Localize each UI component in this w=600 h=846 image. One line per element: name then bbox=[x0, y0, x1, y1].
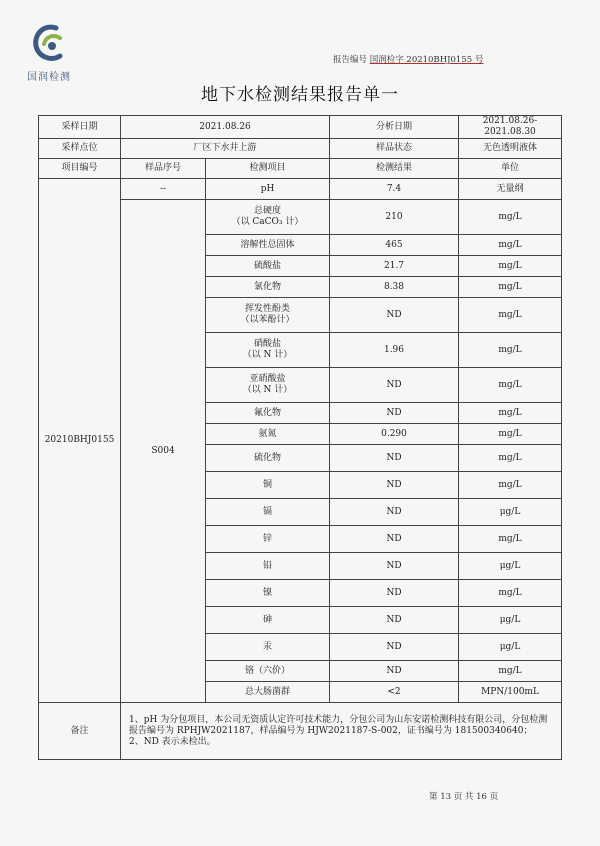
unit-cell: mg/L bbox=[459, 368, 562, 403]
item-cell bbox=[206, 403, 330, 424]
company-logo bbox=[22, 22, 76, 82]
column-header: 检测结果 bbox=[330, 159, 459, 179]
unit-cell: mg/L bbox=[459, 661, 562, 682]
unit-cell: mg/L bbox=[459, 445, 562, 472]
result-cell: 0.290 bbox=[330, 424, 459, 445]
item-cell bbox=[206, 526, 330, 553]
item-name: 铜 bbox=[262, 479, 272, 490]
unit-cell: mg/L bbox=[459, 298, 562, 333]
item-name: 锌 bbox=[262, 533, 272, 544]
item-name: 溶解性总固体 bbox=[240, 239, 295, 250]
item-name: 砷 bbox=[262, 614, 272, 625]
item-cell bbox=[206, 368, 330, 403]
results-table bbox=[38, 115, 562, 760]
result-cell: ND bbox=[330, 298, 459, 333]
unit-cell: mg/L bbox=[459, 256, 562, 277]
result-cell: ND bbox=[330, 499, 459, 526]
item-name: pH bbox=[260, 183, 275, 194]
info-row-1 bbox=[39, 116, 562, 139]
item-basis: （以 N 计） bbox=[242, 350, 293, 360]
note-line: 1、pH 为分包项目，本公司无资质认定许可技术能力，分包公司为山东安诺检测科技有限公司，分包检测报告编号为 RPHJW2021187，样品编号为 HJW2021187-S-002，证书编号为 181500340640； bbox=[129, 714, 548, 736]
result-cell: ND bbox=[330, 403, 459, 424]
table-row bbox=[39, 179, 562, 200]
item-basis: （以苯酚计） bbox=[240, 315, 295, 325]
result-cell: ND bbox=[330, 368, 459, 403]
sample-state-label: 样品状态 bbox=[330, 139, 459, 159]
result-cell: 8.38 bbox=[330, 277, 459, 298]
result-cell: 210 bbox=[330, 200, 459, 235]
sampling-point-value: 厂区下水井上游 bbox=[121, 139, 330, 159]
project-id-cell: 20210BHJ0155 bbox=[39, 179, 121, 703]
result-cell: 1.96 bbox=[330, 333, 459, 368]
item-basis: （以 N 计） bbox=[242, 385, 293, 395]
item-cell bbox=[206, 200, 330, 235]
sampling-date-value: 2021.08.26 bbox=[121, 116, 330, 139]
column-header: 检测项目 bbox=[206, 159, 330, 179]
result-cell: ND bbox=[330, 445, 459, 472]
item-cell bbox=[206, 235, 330, 256]
item-basis: （以 CaCO₃ 计） bbox=[231, 217, 304, 227]
item-name: 总硬度 bbox=[253, 206, 281, 216]
sample-no-cell: S004 bbox=[121, 200, 206, 703]
unit-cell: mg/L bbox=[459, 526, 562, 553]
item-name: 亚硝酸盐 bbox=[249, 374, 286, 384]
item-cell bbox=[206, 682, 330, 703]
notes-content bbox=[121, 703, 562, 760]
item-name: 氯化物 bbox=[253, 281, 281, 292]
item-name: 总大肠菌群 bbox=[244, 686, 290, 697]
result-cell: ND bbox=[330, 634, 459, 661]
item-name: 镍 bbox=[262, 587, 272, 598]
unit-cell: μg/L bbox=[459, 499, 562, 526]
item-cell bbox=[206, 333, 330, 368]
item-name: 氟化物 bbox=[253, 407, 281, 418]
logo-text: 国润检测 bbox=[27, 72, 71, 83]
analysis-date-label: 分析日期 bbox=[330, 116, 459, 139]
result-cell: ND bbox=[330, 661, 459, 682]
result-cell: 7.4 bbox=[330, 179, 459, 200]
item-cell bbox=[206, 179, 330, 200]
item-cell bbox=[206, 298, 330, 333]
notes-label: 备注 bbox=[39, 703, 121, 760]
item-name: 镉 bbox=[262, 506, 272, 517]
item-cell bbox=[206, 580, 330, 607]
item-cell bbox=[206, 256, 330, 277]
result-cell: 21.7 bbox=[330, 256, 459, 277]
unit-cell: MPN/100mL bbox=[459, 682, 562, 703]
unit-cell: μg/L bbox=[459, 553, 562, 580]
item-cell bbox=[206, 553, 330, 580]
unit-cell: mg/L bbox=[459, 472, 562, 499]
result-cell: ND bbox=[330, 580, 459, 607]
unit-cell: mg/L bbox=[459, 424, 562, 445]
report-number-label: 报告编号 bbox=[333, 55, 368, 65]
sampling-point-label: 采样点位 bbox=[39, 139, 121, 159]
item-cell bbox=[206, 634, 330, 661]
item-name: 铅 bbox=[262, 560, 272, 571]
unit-cell: mg/L bbox=[459, 403, 562, 424]
item-cell bbox=[206, 472, 330, 499]
sample-no-cell: -- bbox=[121, 179, 206, 200]
logo-mark-icon bbox=[30, 22, 68, 66]
notes-row bbox=[39, 703, 562, 760]
item-cell bbox=[206, 424, 330, 445]
item-cell bbox=[206, 445, 330, 472]
note-line: 2、ND 表示未检出。 bbox=[129, 736, 216, 747]
item-name: 硫酸盐 bbox=[253, 260, 281, 271]
report-number-value: 国润检字 20210BHJ0155 号 bbox=[369, 55, 484, 65]
unit-cell: 无量纲 bbox=[459, 179, 562, 200]
analysis-date-value: 2021.08.26-2021.08.30 bbox=[459, 116, 562, 139]
item-cell bbox=[206, 607, 330, 634]
result-rows bbox=[39, 179, 562, 703]
unit-cell: mg/L bbox=[459, 333, 562, 368]
result-cell: ND bbox=[330, 472, 459, 499]
unit-cell: μg/L bbox=[459, 607, 562, 634]
result-cell: ND bbox=[330, 607, 459, 634]
unit-cell: mg/L bbox=[459, 200, 562, 235]
result-cell: 465 bbox=[330, 235, 459, 256]
page-title: 地下水检测结果报告单一 bbox=[201, 85, 399, 105]
result-cell: ND bbox=[330, 526, 459, 553]
result-cell: ND bbox=[330, 553, 459, 580]
unit-cell: mg/L bbox=[459, 235, 562, 256]
result-cell: <2 bbox=[330, 682, 459, 703]
item-cell bbox=[206, 499, 330, 526]
item-cell bbox=[206, 277, 330, 298]
item-cell bbox=[206, 661, 330, 682]
column-header: 项目编号 bbox=[39, 159, 121, 179]
column-header-row bbox=[39, 159, 562, 179]
sample-state-value: 无色透明液体 bbox=[459, 139, 562, 159]
item-name: 铬（六价） bbox=[244, 665, 290, 676]
page-number: 第 13 页 共 16 页 bbox=[429, 792, 499, 802]
info-row-2 bbox=[39, 139, 562, 159]
item-name: 汞 bbox=[262, 641, 272, 652]
item-name: 硫化物 bbox=[253, 452, 281, 463]
item-name: 硝酸盐 bbox=[253, 339, 281, 349]
unit-cell: mg/L bbox=[459, 277, 562, 298]
sampling-date-label: 采样日期 bbox=[39, 116, 121, 139]
item-name: 氨氮 bbox=[258, 428, 277, 439]
column-header: 样品序号 bbox=[121, 159, 206, 179]
unit-cell: μg/L bbox=[459, 634, 562, 661]
item-name: 挥发性酚类 bbox=[244, 304, 290, 314]
column-header: 单位 bbox=[459, 159, 562, 179]
report-number bbox=[333, 53, 483, 65]
unit-cell: mg/L bbox=[459, 580, 562, 607]
